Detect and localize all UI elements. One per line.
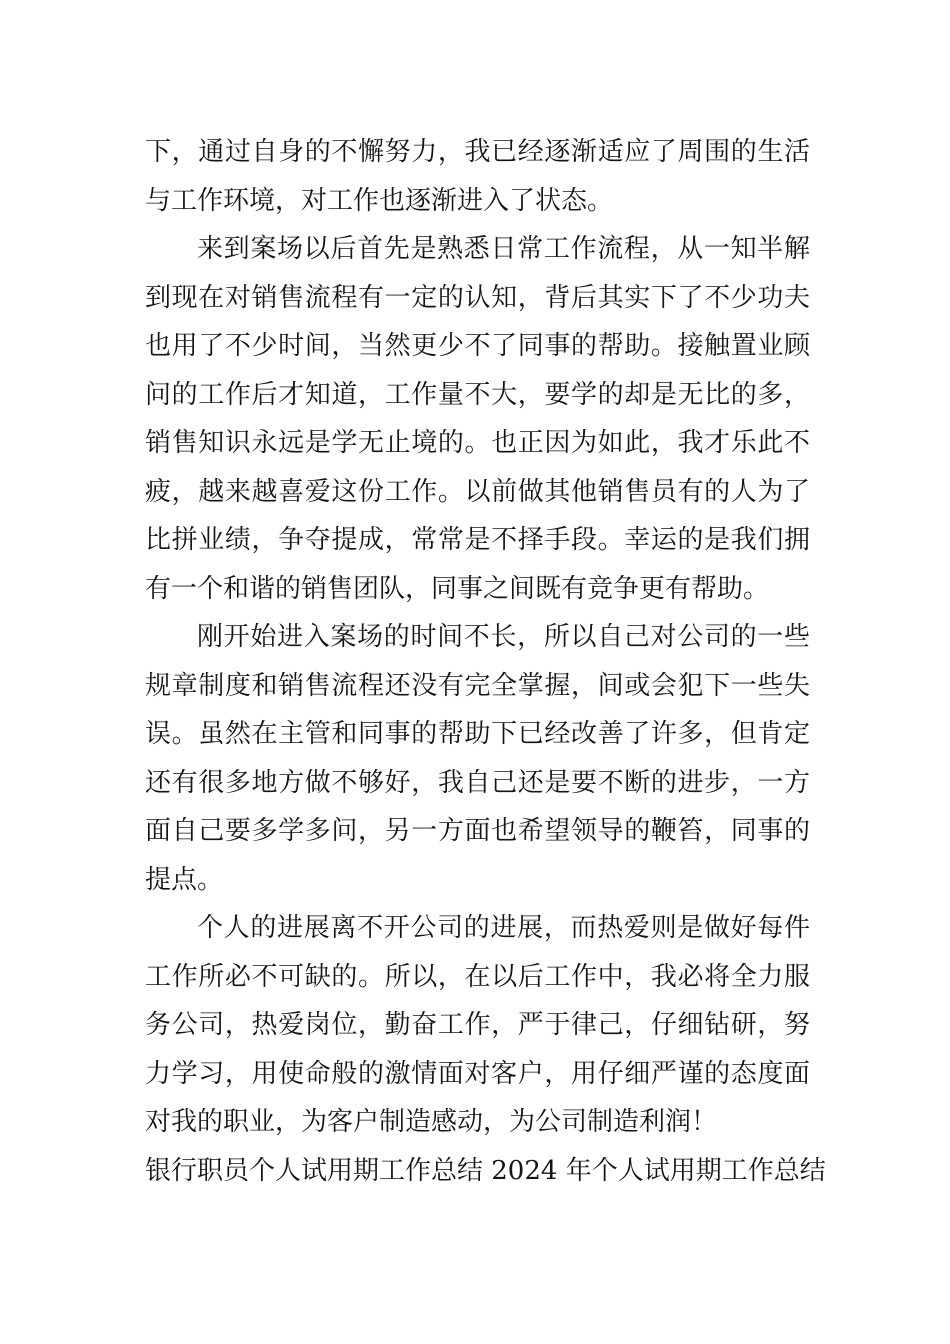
text-line: 到现在对销售流程有一定的认知，背后其实下了不少功夫 bbox=[145, 282, 810, 313]
text-line: 销售知识永远是学无止境的。也正因为如此，我才乐此不 bbox=[145, 428, 810, 458]
text-line: 与工作环境，对工作也逐渐进入了状态。 bbox=[145, 185, 614, 216]
text-line: 误。虽然在主管和同事的帮助下已经改善了许多，但肯定 bbox=[145, 719, 810, 749]
text-line: 个人的进展离不开公司的进展，而热爱则是做好每件 bbox=[197, 913, 810, 943]
text-line: 有一个和谐的销售团队，同事之间既有竞争更有帮助。 bbox=[145, 573, 770, 604]
text-line: 银行职员个人试用期工作总结 2024 年个人试用期工作总结 bbox=[145, 1155, 826, 1186]
document-body bbox=[145, 128, 826, 1195]
text-line: 问的工作后才知道，工作量不大，要学的却是无比的多， bbox=[145, 379, 810, 410]
text-line: 来到案场以后首先是熟悉日常工作流程，从一知半解 bbox=[197, 234, 810, 264]
text-line: 疲，越来越喜爱这份工作。以前做其他销售员有的人为了 bbox=[145, 476, 810, 507]
text-line: 面自己要多学多问，另一方面也希望领导的鞭笞，同事的 bbox=[145, 816, 810, 846]
text-line: 对我的职业，为客户制造感动，为公司制造利润！ bbox=[145, 1107, 718, 1137]
text-line: 提点。 bbox=[145, 864, 224, 895]
text-line: 下，通过自身的不懈努力，我已经逐渐适应了周围的生活 bbox=[145, 137, 810, 167]
text-line: 也用了不少时间，当然更少不了同事的帮助。接触置业顾 bbox=[145, 331, 810, 361]
text-line: 工作所必不可缺的。所以，在以后工作中，我必将全力服 bbox=[145, 961, 810, 992]
text-line: 比拼业绩，争夺提成，常常是不择手段。幸运的是我们拥 bbox=[145, 525, 810, 555]
text-line: 务公司，热爱岗位，勤奋工作，严于律己，仔细钻研，努 bbox=[145, 1010, 810, 1040]
text-line: 刚开始进入案场的时间不长，所以自己对公司的一些 bbox=[197, 622, 810, 652]
text-line: 还有很多地方做不够好，我自己还是要不断的进步，一方 bbox=[145, 767, 810, 798]
text-line: 力学习，用使命般的激情面对客户，用仔细严谨的态度面 bbox=[145, 1058, 810, 1089]
text-line: 规章制度和销售流程还没有完全掌握，间或会犯下一些失 bbox=[145, 670, 810, 701]
